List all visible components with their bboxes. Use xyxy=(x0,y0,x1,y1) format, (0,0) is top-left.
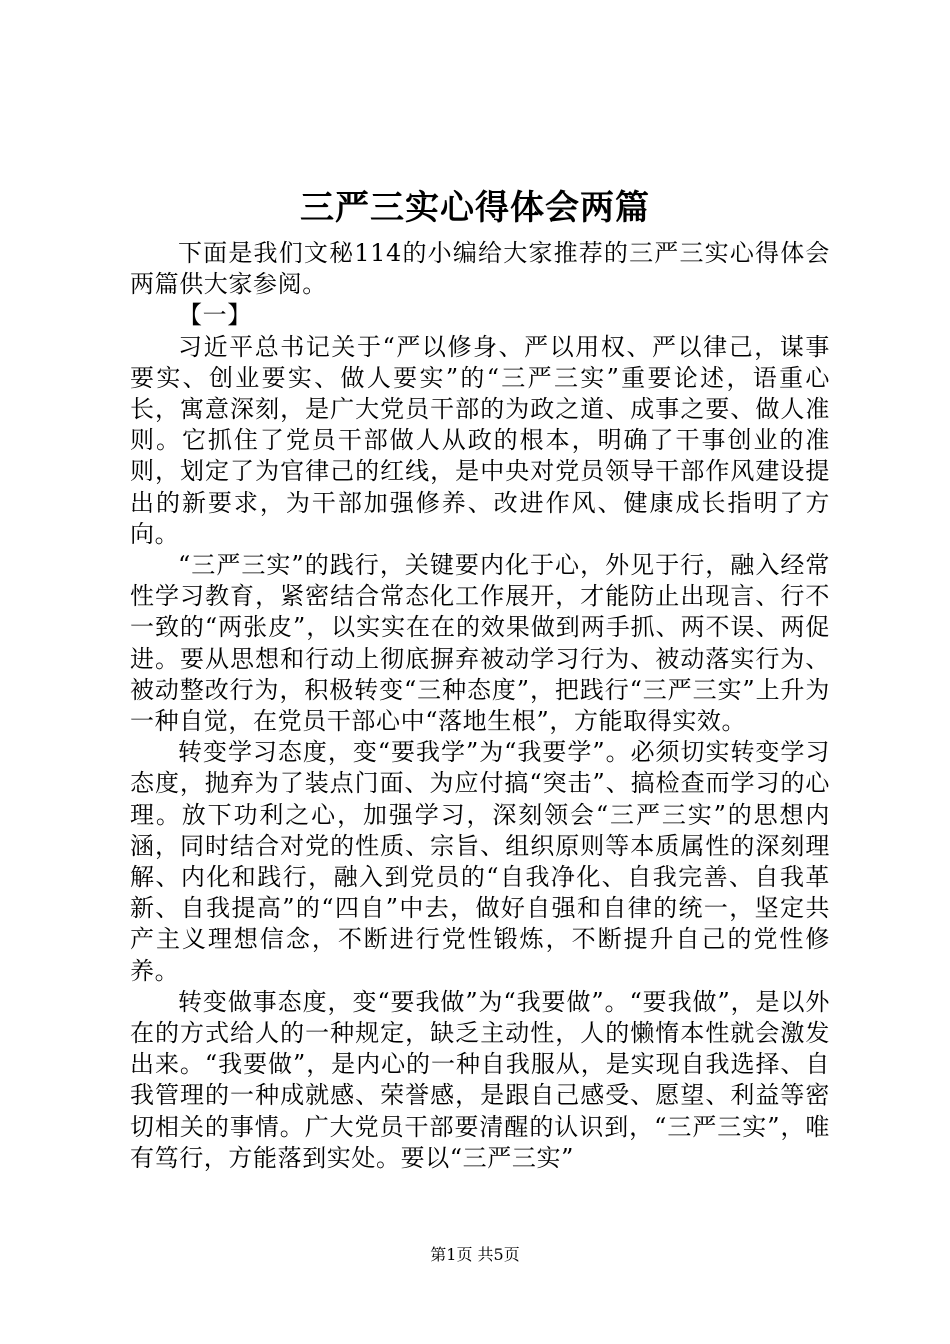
page-footer: 第1页 共5页 xyxy=(430,1245,520,1264)
body-paragraph: 习近平总书记关于“严以修身、严以用权、严以律己，谋事要实、创业要实、做人要实”的“三严三实”重要论述，语重心长，寓意深刻，是广大党员干部的为政之道、成事之要、做人准则。它抓住了党员干部做人从政的根本，明确了干事创业的准则，划定了为官律己的红线，是中央对党员领导干部作风建设提出的新要求，为干部加强修养、改进作风、健康成长指明了方向。 xyxy=(130,332,830,548)
intro-paragraph: 下面是我们文秘114的小编给大家推荐的三严三实心得体会两篇供大家参阅。 xyxy=(130,239,830,299)
document-title: 三严三实心得体会两篇 xyxy=(300,188,650,228)
body-paragraph: “三严三实”的践行，关键要内化于心，外见于行，融入经常性学习教育，紧密结合常态化工作展开，才能防止出现言、行不一致的“两张皮”，以实实在在的效果做到两手抓、两不误、两促进。要从思想和行动上彻底摒弃被动学习行为、被动落实行为、被动整改行为，积极转变“三种态度”，把践行“三严三实”上升为一种自觉，在党员干部心中“落地生根”，方能取得实效。 xyxy=(130,551,830,736)
body-paragraph: 转变做事态度，变“要我做”为“我要做”。“要我做”，是以外在的方式给人的一种规定，缺乏主动性，人的懒惰本性就会激发出来。“我要做”，是内心的一种自我服从，是实现自我选择、自我管理的一种成就感、荣誉感，是跟自己感受、愿望、利益等密切相关的事情。广大党员干部要清醒的认识到，“三严三实”，唯有笃行，方能落到实处。要以“三严三实” xyxy=(130,987,830,1172)
section-heading: 【一】 xyxy=(178,301,252,330)
body-paragraph: 转变学习态度，变“要我学”为“我要学”。必须切实转变学习态度，抛弃为了装点门面、为应付搞“突击”、搞检查而学习的心理。放下功利之心，加强学习，深刻领会“三严三实”的思想内涵，同时结合对党的性质、宗旨、组织原则等本质属性的深刻理解、内化和践行，融入到党员的“自我净化、自我完善、自我革新、自我提高”的“四自”中去，做好自强和自律的统一，坚定共产主义理想信念，不断进行党性锻炼，不断提升自己的党性修养。 xyxy=(130,738,830,985)
document-body xyxy=(130,238,830,1174)
